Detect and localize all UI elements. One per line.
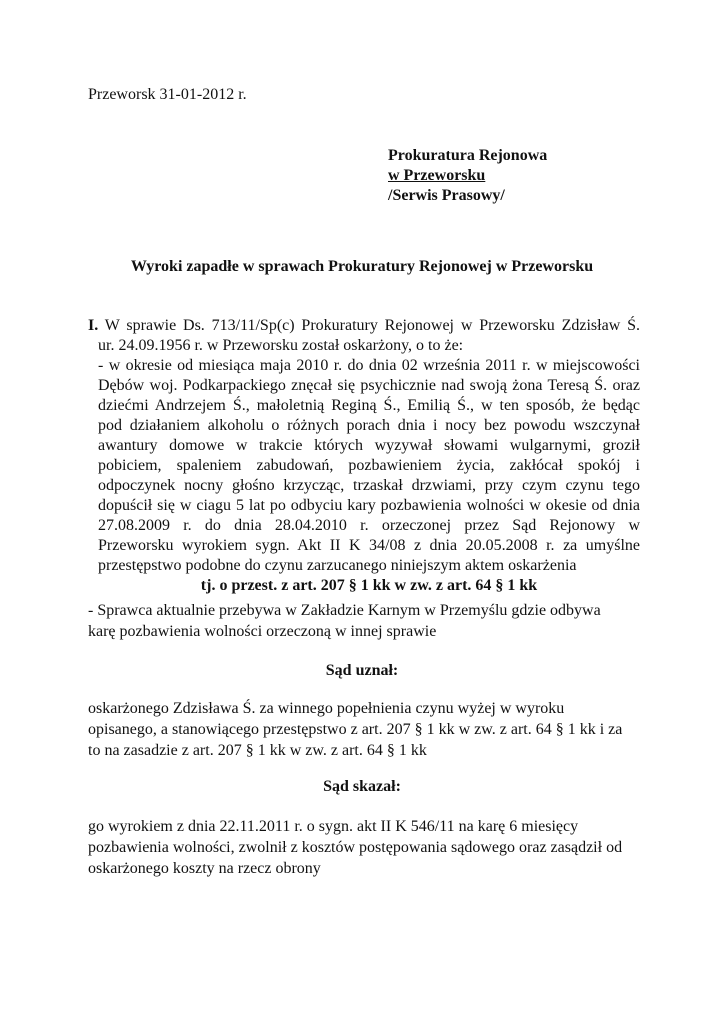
case-line-7: awantury domowe w trakcie których wyzywał słowami wulgarnymi, groził [98,437,640,454]
document-title: Wyroki zapadłe w sprawach Prokuratury Rejonowej w Przeworsku [130,258,594,275]
case-line-13: przestępstwo podobne do czynu zarzucanego niniejszym aktem oskarżenia [98,557,577,574]
case-line-5: dziećmi Andrzejem Ś., małoletnią Reginą Ś., Emilią Ś., w ten sposób, że będąc [98,397,640,414]
offender-note [88,600,648,642]
case-body [88,336,640,596]
case-numeral: I. [88,317,99,334]
verdict-line-3: to na zasadzie z art. 207 § 1 kk w zw. z art. 64 § 1 kk [88,742,427,759]
sentence-heading: Sąd skazał: [323,778,401,795]
verdict-text [88,698,648,761]
note-line-1: - Sprawca aktualnie przebywa w Zakładzie Karnym w Przemyślu gdzie odbywa [88,602,601,619]
case-section [88,316,640,596]
verdict-heading: Sąd uznał: [325,662,399,679]
charge-statement: tj. o przest. z art. 207 § 1 kk w zw. z art. 64 § 1 kk [200,577,538,594]
note-line-2: karę pozbawienia wolności orzeczoną w innej sprawie [88,623,437,640]
sentence-line-1: go wyrokiem z dnia 22.11.2011 r. o sygn. akt II K 546/11 na karę 6 miesięcy [88,818,579,835]
case-line-4: Dębów woj. Podkarpackiego znęcał się psychicznie nad swoją żona Teresą Ś. oraz [98,377,640,394]
case-line-10: dopuścił się w ciagu 5 lat po odbyciu kary pozbawienia wolności w okesie od dnia [98,497,640,514]
case-line-1 [88,316,640,336]
case-line-2: ur. 24.09.1956 r. w Przeworsku został oskarżony, o to że: [98,337,464,354]
place-date: Przeworsk 31-01-2012 r. [88,86,247,103]
sentence-text [88,816,648,879]
case-line-1-text: W sprawie Ds. 713/11/Sp(c) Prokuratury Rejonowej w Przeworsku Zdzisław Ś. [104,317,640,334]
addressee-department: /Serwis Prasowy/ [388,187,505,204]
addressee-city: w Przeworsku [388,167,486,184]
verdict-line-1: oskarżonego Zdzisława Ś. za winnego popełnienia czynu wyżej w wyroku [88,700,565,717]
addressee-block [388,146,547,206]
addressee-office: Prokuratura Rejonowa [388,147,548,164]
case-line-3: - w okresie od miesiąca maja 2010 r. do dnia 02 września 2011 r. w miejscowości [98,357,640,374]
verdict-line-2: opisanego, a stanowiącego przestępstwo z art. 207 § 1 kk w zw. z art. 64 § 1 kk i za [88,721,623,738]
sentence-line-3: oskarżonego koszty na rzecz obrony [88,860,321,877]
case-line-8: pobiciem, spaleniem zabudowań, pozbawieniem życia, zakłócał spokój i [98,457,640,474]
case-line-6: pod działaniem alkoholu o różnych porach dnia i nocy bez powodu wszczynał [98,417,640,434]
case-line-12: Przeworsku wyrokiem sygn. Akt II K 34/08 z dnia 20.05.2008 r. za umyślne [98,537,640,554]
sentence-line-2: pozbawienia wolności, zwolnił z kosztów postępowania sądowego oraz zasądził od [88,839,623,856]
case-line-9: odpoczynek nocny głośno krzycząc, trzaskał drzwiami, przy czym czynu tego [98,477,640,494]
case-line-11: 27.08.2009 r. do dnia 28.04.2010 r. orzeczonej przez Sąd Rejonowy w [98,517,640,534]
